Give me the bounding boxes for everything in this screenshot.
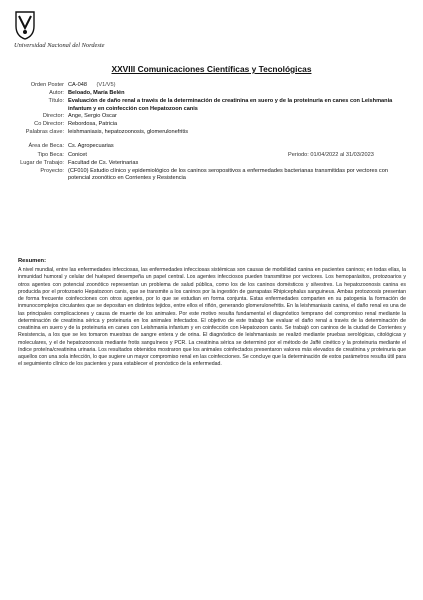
university-logo-icon: [14, 10, 36, 40]
meta-row-palabras: [20, 129, 410, 137]
palabras-label: Palabras clave:: [25, 129, 64, 136]
meta-row-orden: [20, 82, 410, 90]
titulo-label: Título:: [48, 98, 64, 105]
codirector-label: Co Director:: [34, 120, 64, 127]
resumen-text: A nivel mundial, entre las enfermedades infecciosas, las enfermedades infecciosas sistémicas son causas de morbilidad canina en pacientes caninos; en todas ellas, la inmunidad humoral y celular del huésped desempeña un papel central. Los agentes infecciosos pueden transmitirse por vectores. Los hemoparásitos, protozoarios y otros agentes con potencial zoonótico representan un problema de salud pública, como los de los caninos domésticos y silvestres. La hepatozoonosis canina es producida por el protozoario Hepatozoon canis, que se transmite a los caninos por la ingestión de garrapatas Rhipicephalus sanguineus. Ambas protozoosis presentan de forma frecuente coinfecciones con otros agentes, por lo que se estudian en forma conjunta. Estas enfermedades comparten en su patogenia la formación de inmunocomplejos circulantes que se depositan en distintos tejidos, entre ellos el riñón, generando glomerulonefritis. En la leishmaniasis canina, el daño renal es una de las principales complicaciones y causa de muerte de los animales. Por este motivo resulta fundamental el diagnóstico temprano del compromiso renal mediante la determinación de creatinina sérica y proteinuria en los animales infectados. El objetivo de este trabajo fue evaluar el daño renal a través de la determinación de creatinina en suero y de la proteinuria en canes con Leishmania infantum y en coinfección con Hepatozoon canis. Se trabajó con caninos de la ciudad de Corrientes y Resistencia, a los que se les tomaron muestras de sangre entera y de orina. El diagnóstico de leishmaniasis se realizó mediante pruebas serológicas, citológicas y moleculares, y el de hepatozoonosis mediante frotis sanguíneos y PCR. La creatinina sérica se determinó por el método de Jaffé cinético y la proteinuria mediante el índice proteína/creatinina urinaria. Los resultados obtenidos mostraron que los animales coinfectados presentaron valores más elevados de creatinina y proteinuria que aquellos con una sola infección, lo que sugiere un mayor compromiso renal en las coinfecciones. Se concluye que la determinación de estos parámetros resulta útil para el seguimiento clínico de los pacientes y para establecer el pronóstico de la enfermedad.: [18, 267, 406, 368]
lugar-value: Facultad de Cs. Veterinarias: [68, 159, 139, 166]
header: [14, 10, 134, 49]
tipo-value: Conicet: [68, 151, 87, 158]
meta-row-lugar: [20, 160, 410, 168]
page-title: XXVIII Comunicaciones Científicas y Tecnológicas: [111, 64, 312, 74]
autor-label: Autor:: [49, 90, 64, 97]
area-label: Área de Beca:: [28, 143, 64, 150]
meta-row-codirector: [20, 121, 410, 129]
meta-row-area: [20, 143, 410, 151]
proyecto-label: Proyecto:: [40, 167, 64, 174]
meta-row-director: [20, 113, 410, 121]
codirector-value: Rebordosa, Patricia: [68, 120, 118, 127]
periodo-value: Periodo: 01/04/2022 al 31/03/2023: [288, 151, 374, 158]
palabras-value: leishmaniasis, hepatozoonosis, glomerulonefritis: [68, 129, 189, 136]
orden-value: CA-048: [68, 82, 87, 88]
meta-row-tipo: [20, 152, 410, 160]
autor-value: Beloado, María Belén: [68, 90, 125, 97]
proyecto-value: (CF010) Estudio clínico y epidemiológico de los caninos seropositivos a enfermedades bacterianas transmitidas por vectores con potencial zoonótico en Corrientes y Resistencia: [68, 167, 388, 182]
area-value: Cs. Agropecuarias: [68, 143, 114, 150]
director-label: Director:: [42, 112, 64, 119]
titulo-value: Evaluación de daño renal a través de la determinación de creatinina en suero y de la proteinuria en canes con Leishmania infantum y en coinfección con Hepatozoon canis: [68, 98, 393, 112]
meta-row-proyecto: [20, 168, 410, 182]
metadata-block: [20, 82, 410, 182]
resumen-label: Resumen:: [18, 258, 47, 264]
meta-row-titulo: [20, 98, 410, 112]
university-name: Universidad Nacional del Nordeste: [14, 42, 105, 49]
director-value: Ange, Sergio Oscar: [68, 112, 117, 119]
orden-label: Orden Poster: [30, 82, 64, 88]
tipo-label: Tipo Beca:: [37, 151, 64, 158]
meta-row-autor: [20, 90, 410, 98]
lugar-label: Lugar de Trabajo:: [20, 159, 64, 166]
orden-extra: (V1/V5): [96, 82, 116, 88]
